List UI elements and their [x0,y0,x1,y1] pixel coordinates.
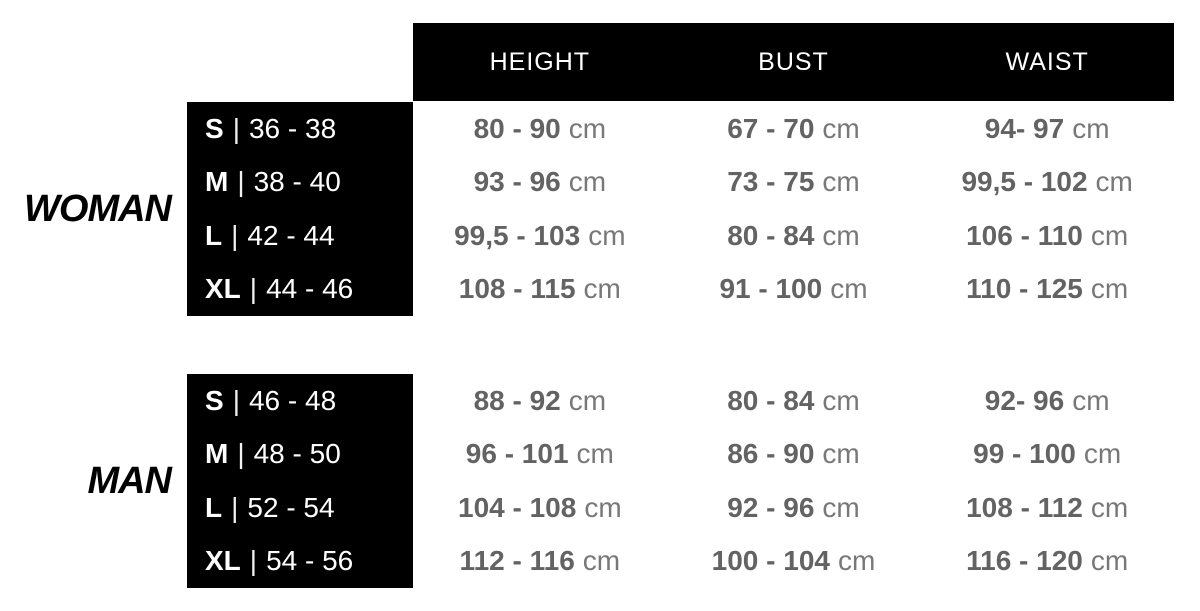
unit-label: cm [1090,219,1129,251]
size-letter: XL [205,273,241,305]
value-bust [667,481,921,535]
unit-label: cm [1090,491,1129,523]
measurement-value: 80 - 84 [727,219,815,251]
unit-label: cm [588,219,626,251]
measurement-value: 73 - 75 [727,166,815,198]
size-label [187,428,413,482]
measurement-value: 104 - 108 [458,491,577,523]
value-bust [667,263,921,317]
value-waist [920,535,1174,589]
unit-label: cm [1095,166,1133,198]
size-separator: | [231,219,239,251]
size-label [187,535,413,589]
size-letter: S [205,384,224,416]
size-range: 46 - 48 [248,384,337,416]
value-height [413,156,667,210]
measurement-value: 96 - 101 [465,438,569,470]
measurement-value: 80 - 84 [727,384,815,416]
measurement-value: 80 - 90 [473,112,561,144]
measurement-value: 92- 96 [984,384,1065,416]
size-label [187,481,413,535]
unit-label: cm [568,112,607,144]
unit-label: cm [582,545,621,577]
unit-label: cm [822,491,860,523]
measurement-value: 108 - 115 [458,273,576,305]
column-header-bust: BUST [758,47,829,76]
size-letter: M [205,166,229,198]
size-letter: XL [205,545,241,577]
value-bust [667,374,921,428]
measurement-value: 92 - 96 [727,491,815,523]
measurement-value: 93 - 96 [473,166,561,198]
unit-label: cm [822,166,860,198]
value-height [413,374,667,428]
gender-label-man: MAN [87,459,171,502]
value-waist [920,102,1174,156]
size-separator: | [231,491,239,523]
value-waist [920,481,1174,535]
unit-label: cm [837,545,876,577]
unit-label: cm [576,438,614,470]
value-height [413,209,667,263]
column-header-waist: WAIST [1005,47,1089,76]
size-separator: | [232,112,240,144]
unit-label: cm [1090,545,1129,577]
size-range: 44 - 46 [266,273,354,305]
unit-label: cm [584,491,622,523]
measurement-value: 100 - 104 [711,545,830,577]
column-header-height: HEIGHT [489,47,591,76]
value-waist [920,374,1174,428]
size-range: 42 - 44 [247,219,335,251]
column-header-bar [413,23,1174,101]
section-woman [0,102,1174,316]
value-bust [667,535,921,589]
size-letter: M [205,438,229,470]
value-bust [667,156,921,210]
size-label [187,102,413,156]
size-separator: | [237,438,245,470]
size-label [187,209,413,263]
section-man [0,374,1174,588]
size-letter: L [205,491,223,523]
value-height [413,102,667,156]
size-range: 48 - 50 [253,438,341,470]
value-bust [667,102,921,156]
unit-label: cm [1083,438,1122,470]
size-separator: | [237,166,245,198]
unit-label: cm [1090,273,1129,305]
unit-label: cm [568,166,607,198]
value-waist [920,263,1174,317]
measurement-value: 86 - 90 [727,438,815,470]
value-bust [667,428,921,482]
measurement-value: 99,5 - 102 [961,166,1088,198]
measurement-value: 116 - 120 [966,545,1083,577]
unit-label: cm [1072,384,1110,416]
measurement-value: 106 - 110 [966,219,1083,251]
measurement-value: 108 - 112 [966,491,1083,523]
value-height [413,428,667,482]
size-separator: | [249,273,258,305]
value-bust [667,209,921,263]
size-range: 52 - 54 [247,491,335,523]
size-label [187,156,413,210]
size-separator: | [249,545,258,577]
unit-label: cm [1072,112,1110,144]
size-range: 38 - 40 [253,166,341,198]
measurement-value: 110 - 125 [966,273,1083,305]
size-range: 54 - 56 [266,545,354,577]
measurement-value: 94- 97 [984,112,1065,144]
measurement-value: 99 - 100 [973,438,1076,470]
size-letter: S [205,112,224,144]
size-label [187,263,413,317]
measurement-value: 88 - 92 [473,384,561,416]
unit-label: cm [822,112,860,144]
value-height [413,481,667,535]
unit-label: cm [568,384,607,416]
size-label [187,374,413,428]
measurement-value: 67 - 70 [727,112,815,144]
value-waist [920,428,1174,482]
size-separator: | [232,384,240,416]
unit-label: cm [583,273,621,305]
value-height [413,263,667,317]
value-waist [920,209,1174,263]
measurement-value: 91 - 100 [719,273,823,305]
gender-label-woman: WOMAN [24,187,171,230]
unit-label: cm [830,273,868,305]
unit-label: cm [822,219,860,251]
value-height [413,535,667,589]
measurement-value: 112 - 116 [459,545,575,577]
size-letter: L [205,219,223,251]
measurement-value: 99,5 - 103 [454,219,581,251]
unit-label: cm [822,384,860,416]
size-range: 36 - 38 [248,112,337,144]
unit-label: cm [822,438,860,470]
value-waist [920,156,1174,210]
